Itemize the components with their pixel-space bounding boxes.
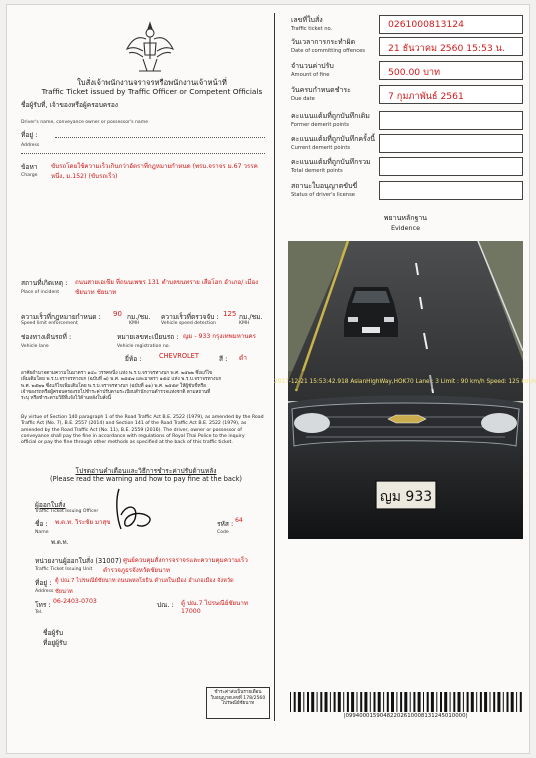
issuer-label-en: Traffic Ticket Issuing Officer — [35, 509, 99, 514]
address-label-en: Address — [21, 143, 40, 148]
charge-value-1: ขับรถโดยใช้ความเร็วเกินกว่าอัตราที่กฎหมายกำหนด (พรบ.จราจร ม.67 วรรค — [51, 163, 258, 170]
unit-value-1: ศูนย์ควบคุมสั่งการจราจรและความคุมความเร็ว — [123, 557, 248, 564]
garuda-emblem-icon — [125, 19, 175, 75]
color-value: ดำ — [239, 354, 247, 362]
evidence-title-th: พยานหลักฐาน — [383, 214, 428, 222]
officer-name-label-en: Name — [35, 530, 49, 535]
brand-label: ยี่ห้อ : — [125, 355, 142, 363]
legal-text-en: By virtue of Section 140 paragraph 1 of the Road Traffic Act B.E. 2522 (1979), as amended by the Road Traffic Act (No. 7), B.E. 2557 (2014) and Section 141 of the Road Traffic Act B.E. 2522 (1979), as amended by the Road Traffic Act (No. 11), B.E. 2559 (2016). The driver, owner or possessor of conveyance shall pay the fine in accordance with regulations of Royal Thai Police to the inquiry official or pay the fine through other methods as specified at the back of this traffic ticket. — [21, 415, 264, 446]
unit-address-value-2: ชัยนาท — [55, 589, 73, 595]
warning-th: โปรดอ่านคำเตือนและวิธีการชำระค่าปรับด้านหลัง — [75, 467, 217, 475]
ticket-no-label: เลขที่ใบสั่ง Traffic ticket no. — [291, 16, 333, 32]
address-line-2 — [21, 153, 265, 154]
sign-recipient-label: ชื่อผู้รับ — [43, 629, 64, 637]
charge-label: ข้อหา — [21, 163, 38, 171]
legal-text-th: อาศัยอำนาจตามความในมาตรา ๑๔๐ วรรคหนึ่ง แห่ง พ.ร.บ.จราจรทางบก พ.ศ. ๒๕๒๒ ซึ่งแก้ไข เพิ่มเติมโดย พ.ร.บ.จราจรทางบก (ฉบับที่ ๗) พ.ศ. ๒๕๕๗ และมาตรา ๑๕๔ แห่ง พ.ร.บ.จราจรทางบก พ.ศ. ๒๕๒๒ ซึ่งแก้ไขเพิ่มเติมโดย พ.ร.บ.จราจรทางบก (ฉบับที่ ๑๑) พ.ศ. ๒๕๕๙ ให้ผู้ขับขี่หรือ เจ้าของรถหรือผู้ครอบครองรถไปชำระค่าปรับตามระเบียบสำนักงานตำรวจแห่งชาติ ตามสถานที่ ระบุ หรือชำระตามวิธีที่แจ้งไว้ด้านหลังใบสั่งนี้ — [21, 371, 222, 402]
license-status-label: สถานะใบอนุญาตขับขี่ Status of driver's license — [291, 182, 358, 198]
license-plate-text: ญม 933 — [379, 489, 433, 505]
unit-label: หน่วยงานผู้ออกใบสั่ง (31007) — [35, 557, 122, 565]
ticket-title-en: Traffic Ticket issued by Traffic Officer or Competent Officials — [41, 87, 263, 96]
lane-label: ช่องทางเดินรถที่ : — [21, 333, 72, 341]
ticket-barcode-icon — [288, 692, 523, 712]
registration-label: หมายเลขทะเบียนรถ : — [117, 333, 179, 341]
speed-limit-value: 90 — [113, 310, 122, 318]
recipient-label: ชื่อผู้รับที่, เจ้าของหรือผู้ครอบครอง — [21, 101, 119, 109]
brand-value: CHEVROLET — [159, 352, 199, 360]
charge-value-2: หนึ่ง, ม.152) (ขับรถเร็ว) — [51, 173, 118, 180]
officer-code-value: 64 — [235, 517, 243, 524]
former-points-label: คะแนนแต้มที่ถูกบันทึกเดิม Former demerit points — [291, 112, 370, 128]
evidence-photo — [274, 241, 536, 539]
place-label: สถานที่เกิดเหตุ : — [21, 279, 68, 287]
current-points-field — [379, 134, 523, 153]
speed-limit-unit: กม./ชม. — [127, 313, 151, 321]
tel-label: โทร : — [35, 601, 51, 609]
due-field: 7 กุมภาพันธ์ 2561 — [379, 85, 523, 104]
registration-value: ญม - 933 กรุงเทพมหานคร — [183, 333, 256, 340]
place-label-en: Place of incident — [21, 290, 60, 295]
speeding-car-icon — [344, 287, 398, 337]
current-points-label: คะแนนแต้มที่ถูกบันทึกครั้งนี้ Current demerit points — [291, 135, 376, 151]
address-label: ที่อยู่ : — [21, 131, 38, 139]
officer-signature-icon — [105, 485, 157, 535]
traffic-ticket-page — [6, 4, 536, 754]
color-label: สี : — [219, 355, 228, 363]
speed-detected-unit: กม./ชม. — [239, 313, 263, 321]
tel-value: 06-2403-0703 — [53, 598, 97, 605]
unit-address-label-en: Address — [35, 589, 54, 594]
address-line — [55, 137, 265, 138]
recipient-label-en: Driver's name, conveyance owner or possessor's name — [21, 120, 149, 125]
lane-label-en: Vehicle lane — [21, 344, 49, 349]
date-field: 21 ธันวาคม 2560 15:53 น. — [379, 37, 523, 56]
recipient-address-label: ที่อยู่ผู้รับ — [43, 639, 67, 647]
fine-field: 500.00 บาท — [379, 61, 523, 80]
po-value: ตู้ ปณ.7 ไปรษณีย์ชัยนาท — [181, 600, 248, 607]
speed-detected-unit-en: KMH — [239, 321, 250, 326]
speed-detected-label: ความเร็วที่ตรวจจับ : — [161, 313, 219, 321]
unit-address-value-1: ตู้ ปณ.7 ไปรษณีย์ชัยนาท ถนนพหลโยธิน ตำบลในเมือง อำเภอเมือง จังหวัด — [55, 578, 234, 584]
total-points-label: คะแนนแต้มที่ถูกบันทึกรวม Total demerit points — [291, 158, 371, 174]
officer-name-value: พ.ต.ท. วิระชัย มาสุข — [55, 519, 111, 526]
evidence-title-en: Evidence — [390, 224, 421, 232]
unit-value-2: ตำรวจภูธรจังหวัดชัยนาท — [103, 567, 170, 574]
ticket-no-field: 0261000813124 — [379, 15, 523, 34]
barcode-number: |09940001590482202610008131245010000| — [343, 713, 468, 719]
place-value-1: ถนนสายเอเชีย ที่ถนนเพชร 131 ตำบลขนทราย เสือโฮก อำเภอ/ เมือง — [75, 279, 259, 286]
postage-notice-box: ชำระค่าส่งเป็นรายเดือน ใบอนุญาตเลขที่ 178/2560 ไปรษณีย์ชัยนาท — [206, 687, 270, 719]
warning-en: (Please read the warning and how to pay fine at the back) — [50, 475, 242, 483]
place-value-2: ชัยนาท ชัยนาท — [75, 289, 117, 296]
photo-overlay-text: 2017-12-21 15:53:42.918 AsianHighWay,HOK70 Lane : 3 Limit : 90 km/h Speed: 125 km/h — [274, 379, 536, 385]
unit-label-en: Traffic Ticket Issuing Unit — [35, 567, 93, 572]
ticket-title-th: ใบสั่งเจ้าพนักงานจราจรหรือพนักงานเจ้าหน้าที่ — [77, 78, 227, 87]
column-divider — [274, 13, 275, 721]
former-points-field — [379, 111, 523, 130]
registration-label-en: Vehicle registration no. — [117, 344, 170, 349]
evidence-photo-image — [274, 241, 536, 539]
tel-label-en: Tel. — [35, 610, 43, 615]
fine-label: จำนวนค่าปรับ Amount of fine — [291, 62, 334, 78]
officer-code-label: รหัส : — [217, 520, 234, 528]
unit-address-label: ที่อยู่ : — [35, 579, 52, 587]
officer-code-label-en: Code — [217, 530, 229, 535]
date-label: วันเวลาการกระทำผิด Date of committing offences — [291, 38, 365, 54]
license-status-field — [379, 181, 523, 200]
issuer-label: ผู้ออกใบสั่ง — [35, 501, 66, 509]
speed-unit-en: KMH — [129, 321, 140, 326]
charge-label-en: Charge — [21, 173, 38, 178]
speed-detected-label-en: Vehicle speed detection — [161, 321, 216, 326]
po-label: ปณ. : — [157, 601, 174, 609]
speed-limit-label: ความเร็วที่กฎหมายกำหนด : — [21, 313, 101, 321]
postcode-value: 17000 — [181, 608, 201, 615]
officer-name-label: ชื่อ : — [35, 520, 48, 528]
due-label: วันครบกำหนดชำระ Due date — [291, 86, 351, 102]
speed-limit-label-en: Speed limit enforcement — [21, 321, 78, 326]
speed-detected-value: 125 — [223, 310, 237, 318]
officer-rank: พ.ต.ท. — [51, 539, 69, 546]
total-points-field — [379, 157, 523, 176]
